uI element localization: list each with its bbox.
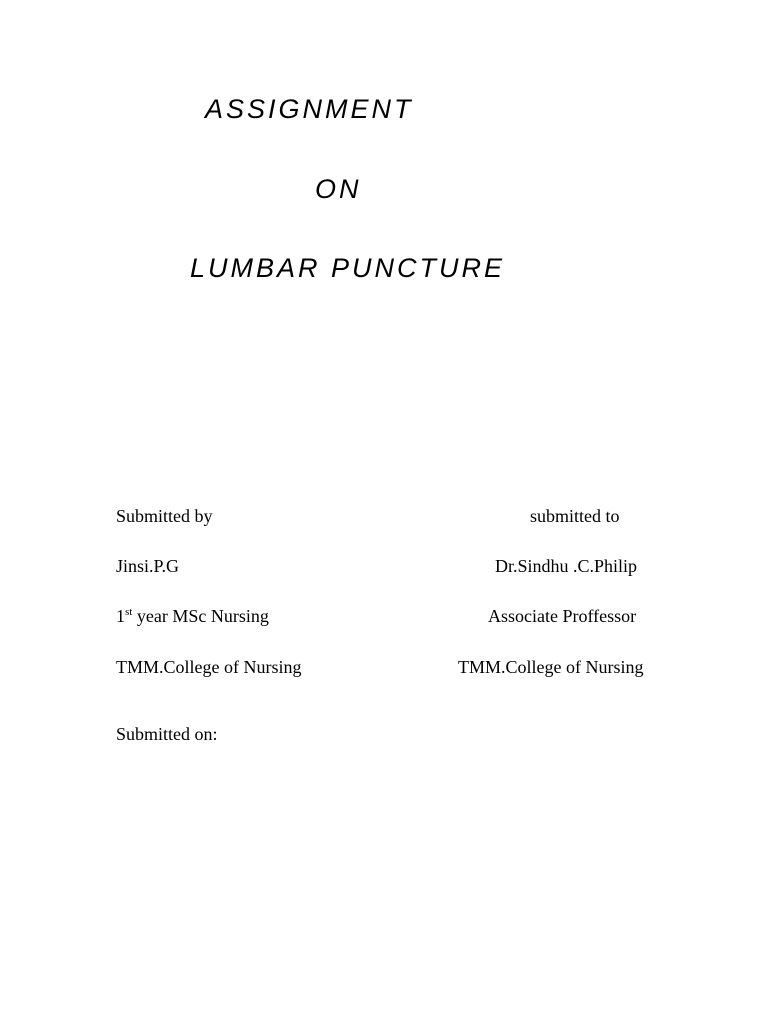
student-college: TMM.College of Nursing xyxy=(116,657,302,677)
title-line-topic: LUMBAR PUNCTURE xyxy=(190,253,506,283)
year-suffix: st xyxy=(125,606,133,618)
submitted-to-heading: submitted to xyxy=(530,506,620,526)
submitted-by-heading: Submitted by xyxy=(116,506,213,526)
faculty-name: Dr.Sindhu .C.Philip xyxy=(495,556,638,576)
submitted-on-label: Submitted on: xyxy=(116,724,218,744)
year-course: year MSc Nursing xyxy=(132,606,269,626)
title-line-assignment: ASSIGNMENT xyxy=(205,94,414,124)
student-name: Jinsi.P.G xyxy=(116,556,180,576)
student-year xyxy=(116,607,269,625)
faculty-college: TMM.College of Nursing xyxy=(458,657,644,677)
title-line-on: ON xyxy=(315,174,362,204)
year-number: 1 xyxy=(116,606,125,626)
faculty-designation: Associate Proffessor xyxy=(488,606,637,626)
